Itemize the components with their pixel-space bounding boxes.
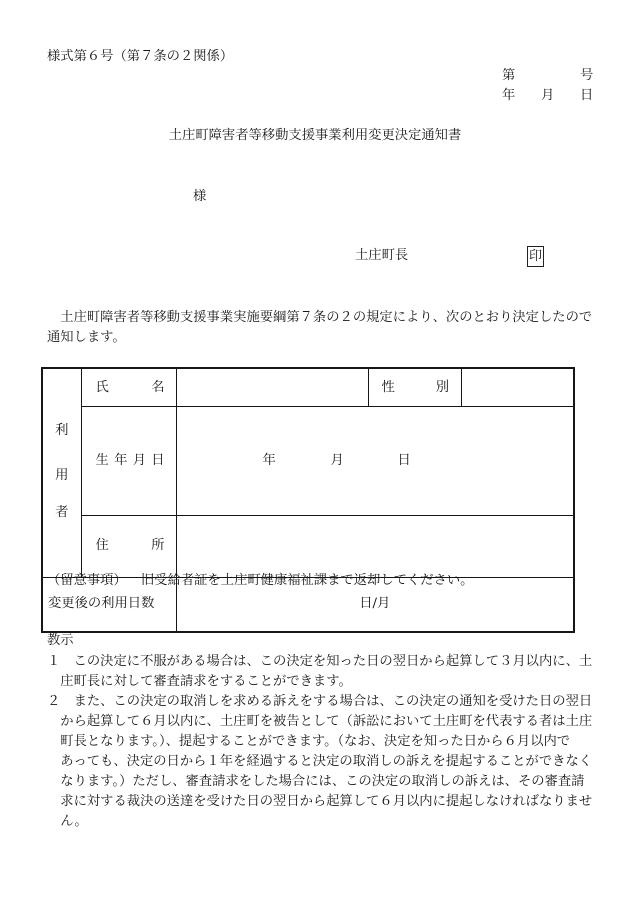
instruction-line: １ この決定に不服がある場合は、この決定を知った日の翌日から起算して３月以内に、土 [47,654,593,669]
instruction-item [47,652,607,692]
issuer-name: 土庄町長 [355,248,409,263]
issue-date-year-label: 年 [502,88,516,103]
instruction-line: ん。 [60,814,88,829]
instruction-line: あっても、決定の日から１年を経過すると決定の取消しの訴えを提起することができなく [60,754,593,769]
body-text-line: 通知します。 [47,330,126,345]
birthdate-label: 生年月日 [81,407,176,516]
instruction-line: ２ また、この決定の取消しを求める訴えをする場合は、この決定の通知を受けた日の翌日 [47,694,593,709]
notes-label: （留意事項） [47,573,127,588]
user-label-cell [42,368,81,578]
user-info-table [41,367,575,633]
birthdate-month-label: 月 [330,452,344,468]
birthdate-value-cell [176,407,574,516]
document-number-prefix: 第 [502,68,516,83]
instructions-list [47,652,607,832]
birthdate-year-label: 年 [262,452,276,468]
user-label-char: 用 [55,468,69,483]
issue-date-day-label: 日 [580,88,594,103]
usage-days-label: 変更後の利用日数 [42,578,176,632]
instruction-line: から起算して６月以内に、土庄町を被告として（訴訟において土庄町を代表する者は土庄 [60,714,593,729]
body-text-line: 土庄町障害者等移動支援事業実施要綱第７条の２の規定により、次のとおり決定したので [47,310,593,325]
instruction-line: 求に対する裁決の送達を受けた日の翌日から起算して６月以内に提起しなければなりませ [60,794,593,809]
usage-days-value: 日/月 [176,578,574,632]
instruction-line: 町長となります。）、提起することができます。（なお、決定を知った日から６月以内で [60,734,571,749]
instructions-heading: 教示 [47,633,74,648]
birthdate-day-label: 日 [397,452,411,468]
user-label-char: 者 [55,505,69,520]
notes-text: 旧受給者証を土庄町健康福祉課まで返却してください。 [141,573,474,588]
address-label: 住 所 [81,515,176,577]
instruction-line: 庄町長に対して審査請求をすることができます。 [60,674,352,689]
instruction-item [47,692,607,832]
addressee-honorific: 様 [193,189,207,204]
form-number-label: 様式第６号（第７条の２関係） [47,49,234,64]
instruction-line: なります。）ただし、審査請求をした場合には、この決定の取消しの訴えは、その審査請 [60,774,585,789]
document-number-suffix: 号 [580,68,594,83]
user-label-char: 利 [55,423,69,438]
issue-date-month-label: 月 [541,88,555,103]
address-value-cell [176,515,574,577]
gender-value-cell [461,368,574,407]
name-value-cell [176,368,368,407]
gender-label: 性 別 [368,368,461,407]
name-label: 氏 名 [81,368,176,407]
seal-mark: 印 [527,246,544,267]
document-title: 土庄町障害者等移動支援事業利用変更決定通知書 [168,128,462,143]
